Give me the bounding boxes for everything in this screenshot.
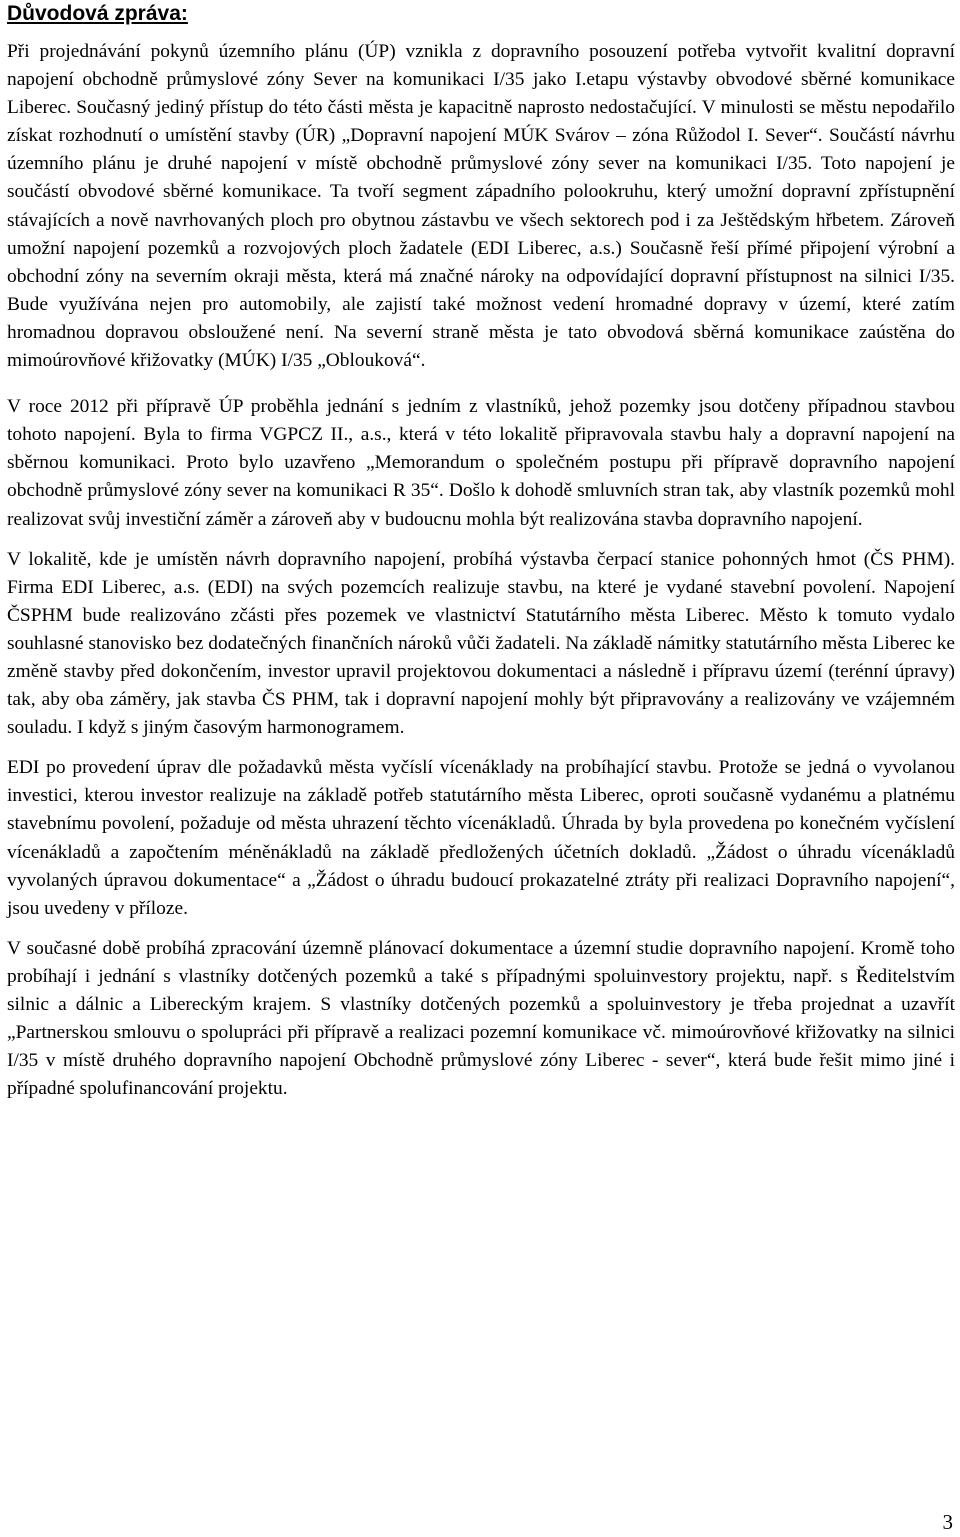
heading-spacer xyxy=(7,27,955,38)
paragraph-2: V roce 2012 při přípravě ÚP proběhla jednání s jedním z vlastníků, jehož pozemky jsou dotčeny případnou stavbou tohoto napojení. Byla to firma VGPCZ II., a.s., která v této lokalitě připravovala stavbu haly a dopravní napojení na sběrnou komunikaci. Proto bylo uzavřeno „Memorandum o společném postupu při přípravě dopravního napojení obchodně průmyslové zóny sever na komunikaci R 35“. Došlo k dohodě smluvních stran tak, aby vlastník pozemků mohl realizovat svůj investiční záměr a zároveň aby v budoucnu mohla být realizována stavba dopravního napojení. xyxy=(7,396,955,530)
section-heading: Důvodová zpráva: xyxy=(7,2,188,25)
page-number: 3 xyxy=(942,1510,953,1534)
paragraph-1: Při projednávání pokynů územního plánu (ÚP) vznikla z dopravního posouzení potřeba vytvořit kvalitní dopravní napojení obchodně průmyslové zóny Sever na komunikaci I/35 jako I.etapu výstavby obvodové sběrné komunikace Liberec. Současný jediný přístup do této části města je kapacitně naprosto nedostačující. V minulosti se městu nepodařilo získat rozhodnutí o umístění stavby (ÚR) „Dopravní napojení MÚK Svárov – zóna Růžodol I. Sever“. Součástí návrhu územního plánu je druhé napojení v místě obchodně průmyslové zóny sever na komunikaci I/35. Toto napojení je součástí obvodové sběrné komunikace. Ta tvoří segment západního polookruhu, který umožní dopravní zpřístupnění stávajících a nově navrhovaných ploch pro obytnou zástavbu ve všech sektorech pod i za Ještědským hřbetem. Zároveň umožní napojení pozemků a rozvojových ploch žadatele (EDI Liberec, a.s.) Současně řeší přímé připojení výrobní a obchodní zóny na severním okraji města, která má značné nároky na odpovídající dopravní přístupnost na silnici I/35. Bude využívána nejen pro automobily, ale zajistí také možnost vedení hromadné dopravy v území, které zatím hromadnou dopravou obsloužené není. Na severní straně města je tato obvodová sběrná komunikace zaústěna do mimoúrovňové křižovatky (MÚK) I/35 „Oblouková“. xyxy=(7,41,955,372)
paragraph-5: V současné době probíhá zpracování územně plánovací dokumentace a územní studie dopravního napojení. Kromě toho probíhají i jednání s vlastníky dotčených pozemků a také s případnými spoluinvestory projektu, např. s Ředitelstvím silnic a dálnic a Libereckým krajem. S vlastníky dotčených pozemků a spoluinvestory je třeba projednat a uzavřít „Partnerskou smlouvu o spolupráci při přípravě a realizaci pozemní komunikace vč. mimoúrovňové křižovatky na silnici I/35 v místě druhého dopravního napojení Obchodně průmyslové zóny Liberec - sever“, která bude řešit mimo jiné i případné spolufinancování projektu. xyxy=(7,937,955,1100)
paragraph-3: V lokalitě, kde je umístěn návrh dopravního napojení, probíhá výstavba čerpací stanice pohonných hmot (ČS PHM). Firma EDI Liberec, a.s. (EDI) na svých pozemcích realizuje stavbu, na které je vydané stavební povolení. Napojení ČSPHM bude realizováno zčásti přes pozemek ve vlastnictví Statutárního města Liberec. Město k tomuto vydalo souhlasné stanovisko bez dodatečných finančních nároků vůči žadateli. Na základě námitky statutárního města Liberec ke změně stavby před dokončením, investor upravil projektovou dokumentaci a následně i přípravu území (terénní úpravy) tak, aby oba záměry, jak stavba ČS PHM, tak i dopravní napojení mohly být připravovány a realizovány ve vzájemném souladu. I když s jiným časovým harmonogramem. xyxy=(7,548,955,739)
paragraph-4: EDI po provedení úprav dle požadavků města vyčíslí vícenáklady na probíhající stavbu. Protože se jedná o vyvolanou investici, kterou investor realizuje na základě potřeb statutárního města Liberec, oproti současně vydanému a platnému stavebnímu povolení, požaduje od města uhrazení těchto vícenákladů. Úhrada by byla provedena po konečném vyčíslení vícenákladů a započtením méněnákladů na základě předložených účetních dokladů. „Žádost o úhradu vícenákladů vyvolaných úpravou dokumentace“ a „Žádost o úhradu budoucí prokazatelné ztráty při realizaci Dopravního napojení“, jsou uvedeny v příloze. xyxy=(7,757,955,919)
document-page xyxy=(7,0,955,1115)
